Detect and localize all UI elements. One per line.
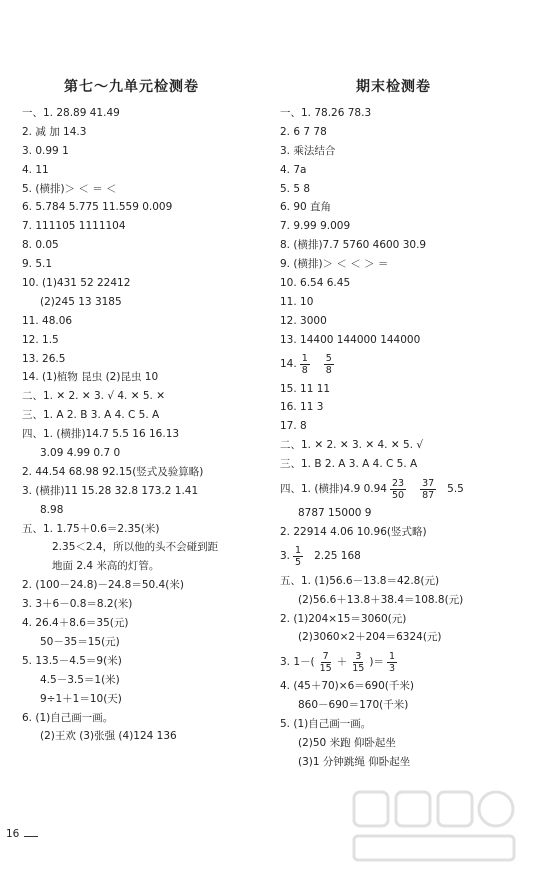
- answer-line: (2)50 米跑 仰卧起坐: [298, 737, 396, 750]
- answer-text: ＋: [336, 655, 348, 668]
- answer-line: 17. 8: [280, 420, 307, 433]
- answer-line: 9. 5.1: [22, 258, 53, 271]
- answer-line: 5. 5 8: [280, 182, 311, 195]
- answer-line: 4. 11: [22, 163, 49, 176]
- answer-line: (2)王欢 (3)张强 (4)124 136: [40, 730, 177, 743]
- answer-line: 二、1. ✕ 2. ✕ 3. ✕ 4. ✕ 5. √: [280, 439, 424, 452]
- fraction: [390, 478, 406, 501]
- fraction-denominator: 87: [422, 489, 435, 501]
- fraction-numerator: 7: [322, 650, 329, 662]
- answer-line: 3.09 4.99 0.7 0: [40, 447, 121, 460]
- fraction: [324, 353, 334, 376]
- answer-line-q4-1: [280, 474, 534, 504]
- fraction: [420, 478, 436, 501]
- fraction-numerator: 1: [295, 545, 302, 557]
- answer-line: 8. 0.05: [22, 239, 59, 252]
- answer-text: 5.5: [447, 482, 464, 495]
- answer-line: 3. (横排)11 15.28 32.8 173.2 1.41: [22, 484, 199, 497]
- answer-line: 11. 10: [280, 295, 314, 308]
- answer-line: 11. 48.06: [22, 314, 73, 327]
- watermark-logo: [350, 786, 520, 866]
- answer-line: 一、1. 28.89 41.49: [22, 107, 120, 119]
- answer-line: 10. (1)431 52 22412: [22, 277, 131, 290]
- fraction-numerator: 3: [355, 650, 362, 662]
- answer-line: 5. (1)自己画一画。: [280, 718, 372, 731]
- fraction-denominator: 50: [391, 489, 405, 501]
- fraction-denominator: 8: [301, 365, 308, 377]
- right-title: 期末检测卷: [356, 79, 431, 95]
- answer-text: 2.25 168: [314, 550, 361, 563]
- answer-line: (3)1 分钟跳绳 仰卧起坐: [298, 755, 411, 768]
- page-number-rule: [24, 836, 38, 837]
- answer-line: 6. 90 直角: [280, 201, 332, 214]
- fraction-numerator: 23: [391, 477, 405, 489]
- left-answer-list: [22, 104, 277, 746]
- left-title: 第七～九单元检测卷: [64, 79, 199, 95]
- answer-line: 50－35＝15(元): [40, 635, 120, 648]
- answer-line: (2)3060×2＋204＝6324(元): [298, 631, 442, 644]
- answer-line: 4. (45＋70)×6＝690(千米): [280, 680, 414, 693]
- answer-line: 5. (横排)＞ ＜ ＝ ＜: [22, 182, 117, 195]
- answer-text: 3. 1－(: [280, 655, 315, 668]
- answer-line: 8.98: [40, 503, 64, 516]
- answer-line: 9. (横排)＞ ＜ ＜ ＞ ＝: [280, 258, 389, 271]
- answer-line: (2)56.6＋13.8＋38.4＝108.8(元): [298, 593, 464, 606]
- answer-line: 10. 6.54 6.45: [280, 277, 351, 290]
- answer-line: 2. 44.54 68.98 92.15(竖式及验算略): [22, 465, 204, 478]
- answer-line: 3. 3＋6－0.8＝8.2(米): [22, 598, 133, 611]
- answer-line-q5-3: [280, 647, 534, 677]
- answer-line: 16. 11 3: [280, 401, 324, 414]
- answer-line: 二、1. ✕ 2. ✕ 3. √ 4. ✕ 5. ✕: [22, 390, 166, 403]
- answer-line: 3. 乘法结合: [280, 144, 336, 157]
- fraction-numerator: 5: [325, 353, 332, 365]
- answer-line: 13. 26.5: [22, 352, 66, 365]
- answer-line: 13. 14400 144000 144000: [280, 333, 421, 346]
- answer-line: 2. 22914 4.06 10.96(竖式略): [280, 525, 427, 538]
- fraction-denominator: 5: [295, 557, 302, 569]
- fraction: [318, 651, 334, 674]
- answer-line: 14. (1)植物 昆虫 (2)昆虫 10: [22, 371, 159, 384]
- answer-line: 5. 13.5－4.5＝9(米): [22, 654, 122, 667]
- answer-line: 2.35＜2.4，所以他的头不会碰到距: [52, 541, 219, 554]
- answer-text: 3.: [280, 550, 291, 563]
- answer-line: 9÷1＋1＝10(天): [40, 692, 122, 705]
- answer-line: 三、1. A 2. B 3. A 4. C 5. A: [22, 409, 160, 422]
- answer-line: 7. 111105 1111104: [22, 220, 126, 233]
- answer-line: 3. 0.99 1: [22, 144, 69, 157]
- answer-text: )＝: [369, 655, 384, 668]
- answer-line: 15. 11 11: [280, 382, 331, 395]
- fraction-denominator: 8: [325, 365, 332, 377]
- answer-line: 一、1. 78.26 78.3: [280, 107, 372, 119]
- answer-line: 2. 6 7 78: [280, 125, 327, 138]
- answer-line-q4-3: [280, 542, 534, 572]
- answer-line: 五、1. 1.75＋0.6＝2.35(米): [22, 522, 160, 535]
- fraction-denominator: 3: [388, 662, 395, 674]
- answer-line: 三、1. B 2. A 3. A 4. C 5. A: [280, 458, 418, 471]
- answer-line: (2)245 13 3185: [40, 295, 122, 308]
- answer-line: 4. 7a: [280, 163, 307, 176]
- answer-line: 8. (横排)7.7 5760 4600 30.9: [280, 239, 427, 252]
- answer-line: 2. (100－24.8)－24.8＝50.4(米): [22, 579, 184, 592]
- answer-line: 2. (1)204×15＝3060(元): [280, 612, 407, 625]
- fraction-numerator: 1: [301, 353, 308, 365]
- answer-line: 7. 9.99 9.009: [280, 220, 351, 233]
- fraction: [300, 353, 310, 376]
- fraction: [387, 651, 397, 674]
- answer-line: 12. 3000: [280, 314, 327, 327]
- fraction-numerator: 37: [422, 477, 435, 489]
- answer-line: 12. 1.5: [22, 333, 59, 346]
- fraction-numerator: 1: [388, 650, 395, 662]
- answer-text: 四、1. (横排)4.9 0.94: [280, 482, 387, 495]
- fraction: [293, 545, 303, 568]
- answer-line: 860－690＝170(千米): [298, 699, 409, 712]
- fraction-denominator: 15: [352, 662, 365, 674]
- answer-line: 6. 5.784 5.775 11.559 0.009: [22, 201, 173, 214]
- answer-line-q14: [280, 350, 534, 380]
- page-number: 16: [6, 828, 20, 840]
- answer-line: 4. 26.4＋8.6＝35(元): [22, 617, 129, 630]
- fraction: [350, 651, 366, 674]
- answer-line: 2. 减 加 14.3: [22, 125, 87, 138]
- answer-line: 6. (1)自己画一画。: [22, 711, 114, 724]
- answer-line: 四、1. (横排)14.7 5.5 16 16.13: [22, 428, 180, 441]
- answer-text: 14.: [280, 358, 297, 371]
- right-answer-list: [280, 104, 534, 772]
- answer-line: 4.5－3.5＝1(米): [40, 673, 120, 686]
- answer-line: 地面 2.4 米高的灯管。: [52, 560, 160, 573]
- answer-line: 8787 15000 9: [298, 507, 372, 520]
- answer-line: 五、1. (1)56.6－13.8＝42.8(元): [280, 574, 440, 587]
- fraction-denominator: 15: [319, 662, 332, 674]
